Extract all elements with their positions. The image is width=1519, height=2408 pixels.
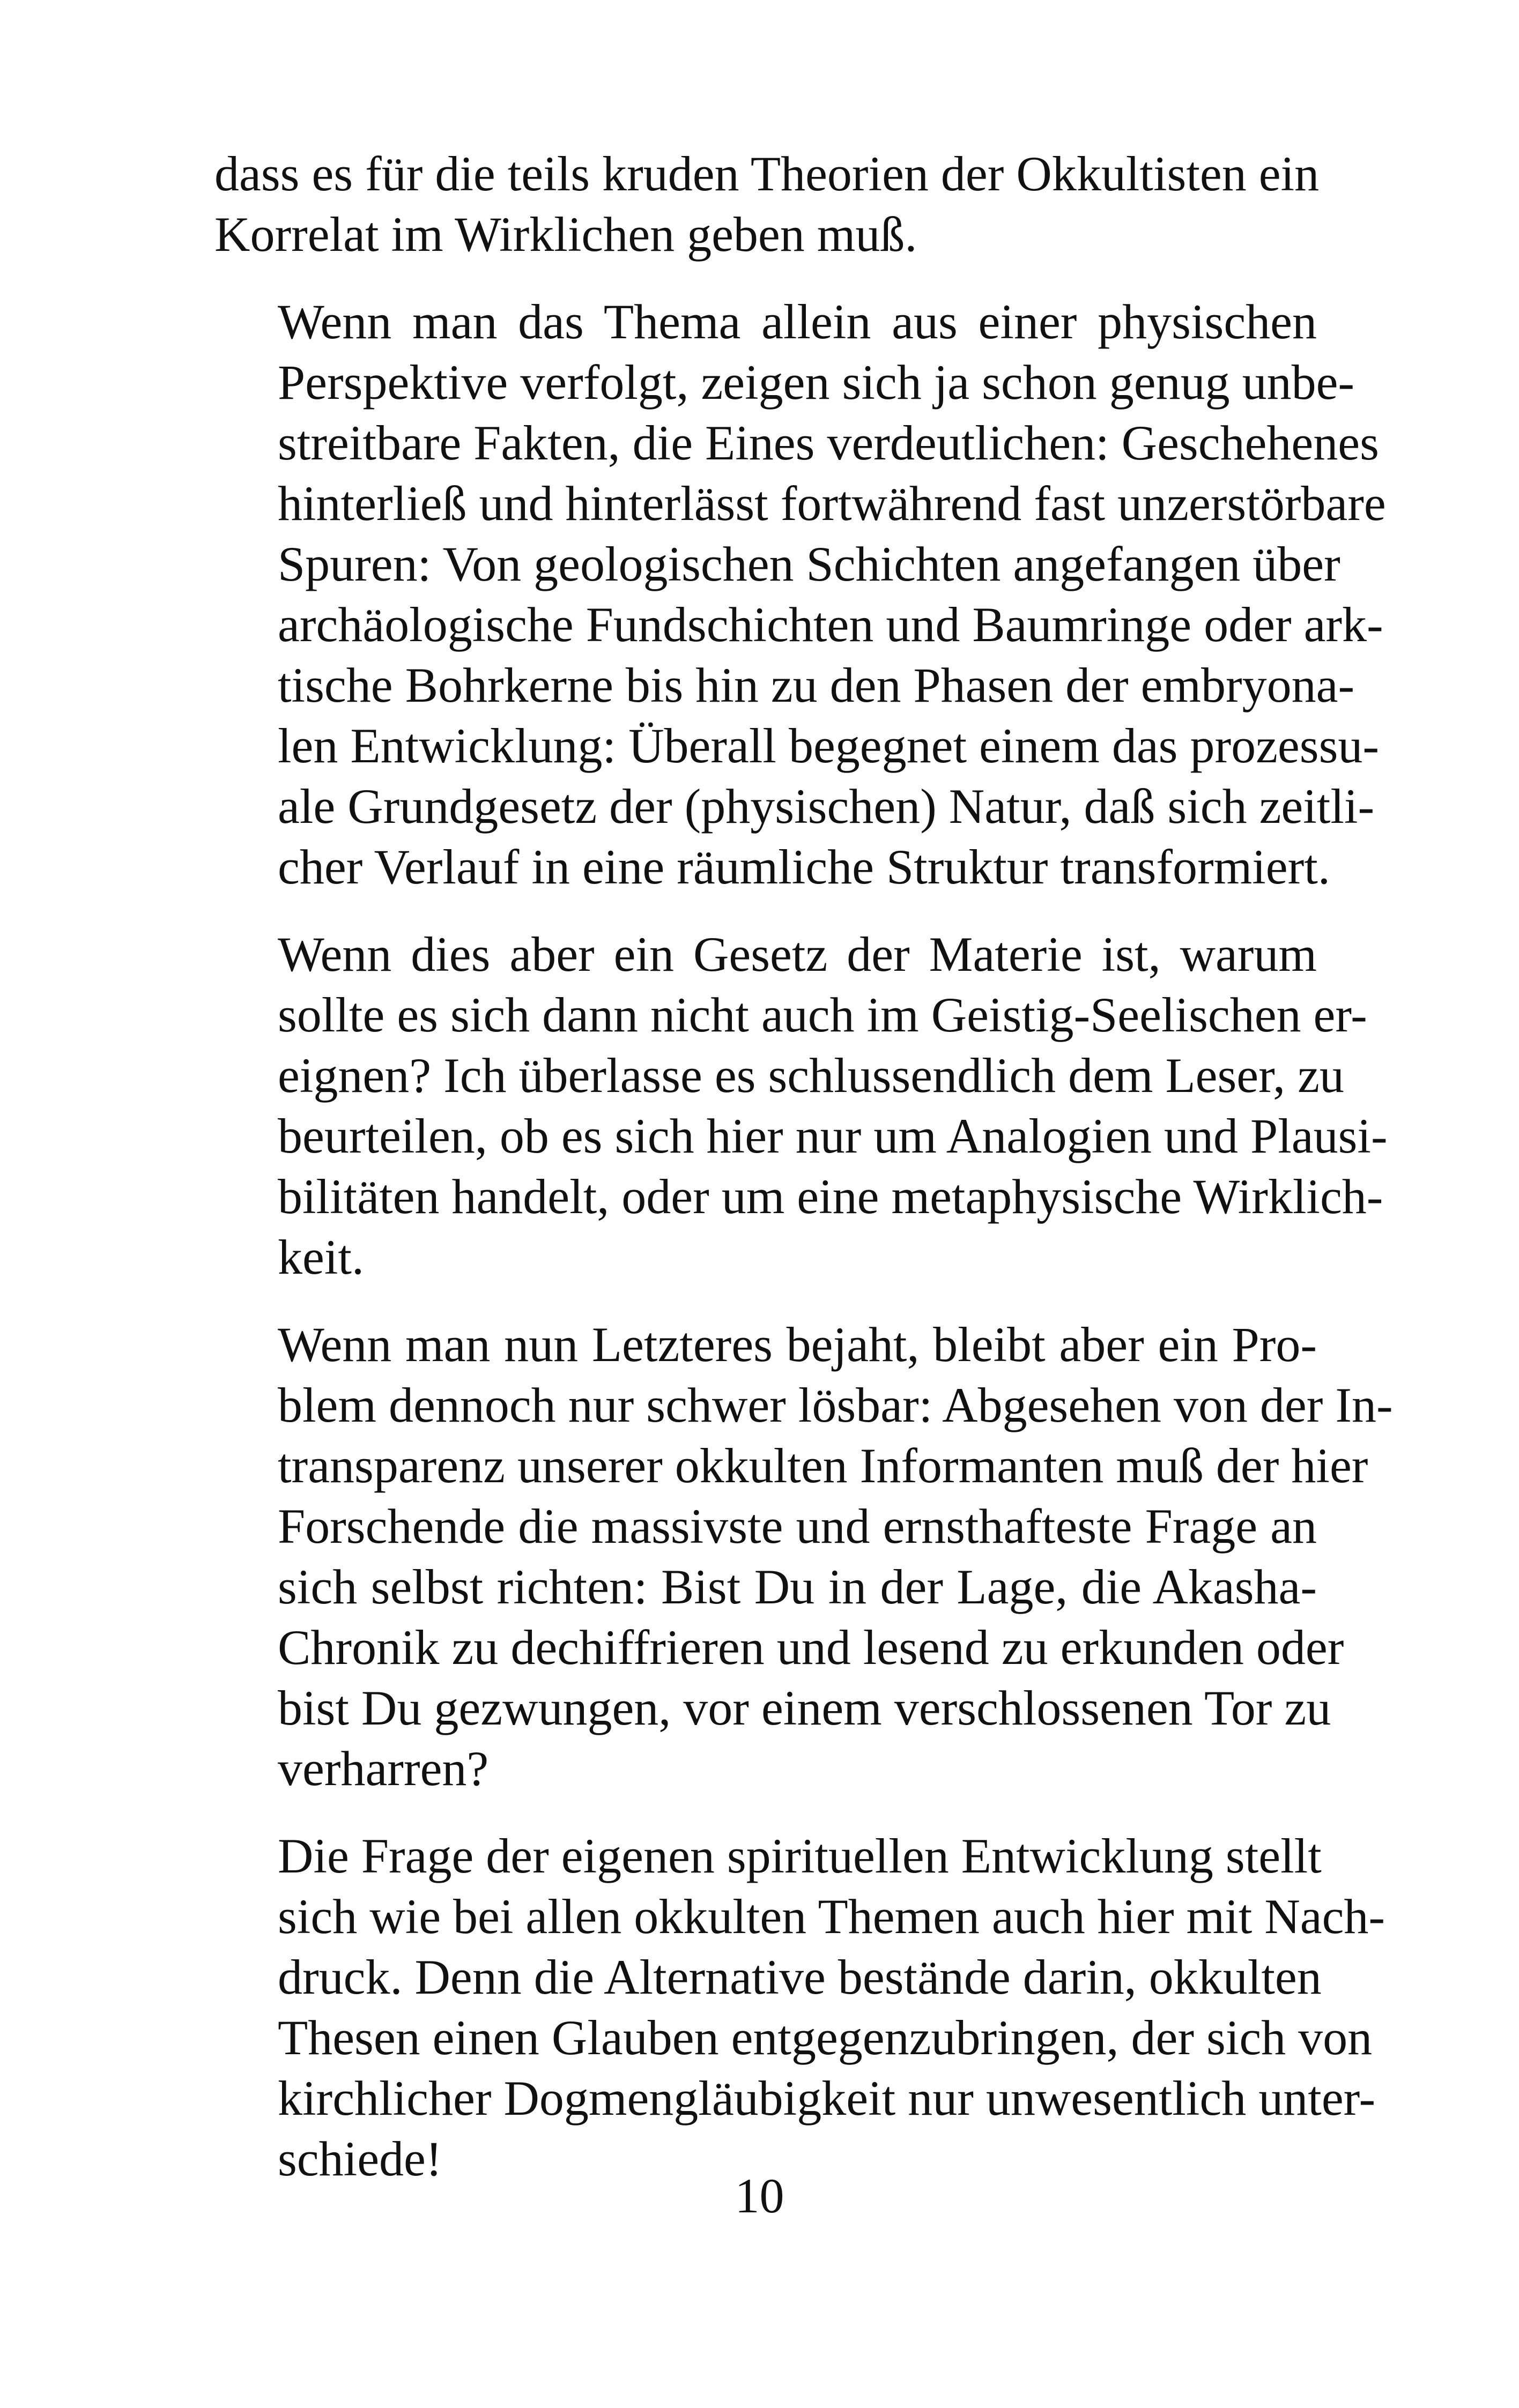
text-line: Wenn dies aber ein Gesetz der Materie ist, warum — [278, 927, 1317, 982]
text-line: streitbare Fakten, die Eines verdeutlichen: Geschehenes — [278, 415, 1379, 470]
text-line: eignen? Ich überlasse es schlussendlich dem Leser, zu — [278, 1048, 1344, 1103]
text-line: bist Du gezwungen, vor einem verschlossenen Tor zu — [278, 1681, 1331, 1735]
text-line: blem dennoch nur schwer lösbar: Abgesehen von der In- — [278, 1378, 1393, 1432]
text-line: kirchlicher Dogmengläubigkeit nur unwesentlich unter- — [278, 2071, 1376, 2125]
paragraph — [214, 1314, 1393, 1799]
text-line: Spuren: Von geologischen Schichten angefangen über — [278, 537, 1340, 591]
text-line: druck. Denn die Alternative bestände darin, okkulten — [278, 1950, 1322, 2004]
text-line: len Entwicklung: Überall begegnet einem das prozessu- — [278, 718, 1380, 773]
text-line: sollte es sich dann nicht auch im Geistig-Seelischen er- — [278, 987, 1367, 1042]
text-line: cher Verlauf in eine räumliche Struktur transformiert. — [278, 839, 1330, 894]
text-line: Wenn man nun Letzteres bejaht, bleibt aber ein Pro- — [278, 1317, 1317, 1372]
text-line: ale Grundgesetz der (physischen) Natur, daß sich zeitli- — [278, 779, 1375, 834]
text-line: Perspektive verfolgt, zeigen sich ja schon genug unbe- — [278, 355, 1355, 410]
text-line: Die Frage der eigenen spirituellen Entwicklung stellt — [278, 1829, 1322, 1883]
paragraph — [214, 1826, 1385, 2189]
text-line: archäologische Fundschichten und Baumringe oder ark- — [278, 597, 1383, 652]
text-line: Forschende die massivste und ernsthafteste Frage an — [278, 1499, 1317, 1554]
text-line: dass es für die teils kruden Theorien der Okkultisten ein — [214, 146, 1320, 201]
text-line: schiede! — [278, 2131, 442, 2186]
text-line: Chronik zu dechiffrieren und lesend zu erkunden oder — [278, 1620, 1344, 1675]
text-line: keit. — [278, 1230, 364, 1284]
paragraph — [214, 144, 1320, 265]
text-line: Thesen einen Glauben entgegenzubringen, der sich von — [278, 2010, 1373, 2065]
body-text — [214, 144, 1393, 2216]
text-line: Wenn man das Thema allein aus einer physischen — [278, 294, 1317, 349]
text-line: bilitäten handelt, oder um eine metaphysische Wirklich- — [278, 1169, 1383, 1224]
page-number: 10 — [735, 2168, 784, 2223]
text-line: Korrelat im Wirklichen geben muß. — [214, 207, 917, 262]
paragraph — [214, 924, 1388, 1288]
text-line: transparenz unserer okkulten Informanten muß der hier — [278, 1438, 1368, 1493]
text-line: beurteilen, ob es sich hier nur um Analogien und Plausi- — [278, 1109, 1388, 1163]
text-line: sich wie bei allen okkulten Themen auch hier mit Nach- — [278, 1889, 1385, 1944]
paragraph — [214, 292, 1386, 897]
text-line: tische Bohrkerne bis hin zu den Phasen der embryona- — [278, 658, 1355, 712]
text-line: verharren? — [278, 1741, 489, 1796]
text-line: sich selbst richten: Bist Du in der Lage, die Akasha- — [278, 1559, 1317, 1614]
text-line: hinterließ und hinterlässt fortwährend fast unzerstörbare — [278, 476, 1386, 531]
